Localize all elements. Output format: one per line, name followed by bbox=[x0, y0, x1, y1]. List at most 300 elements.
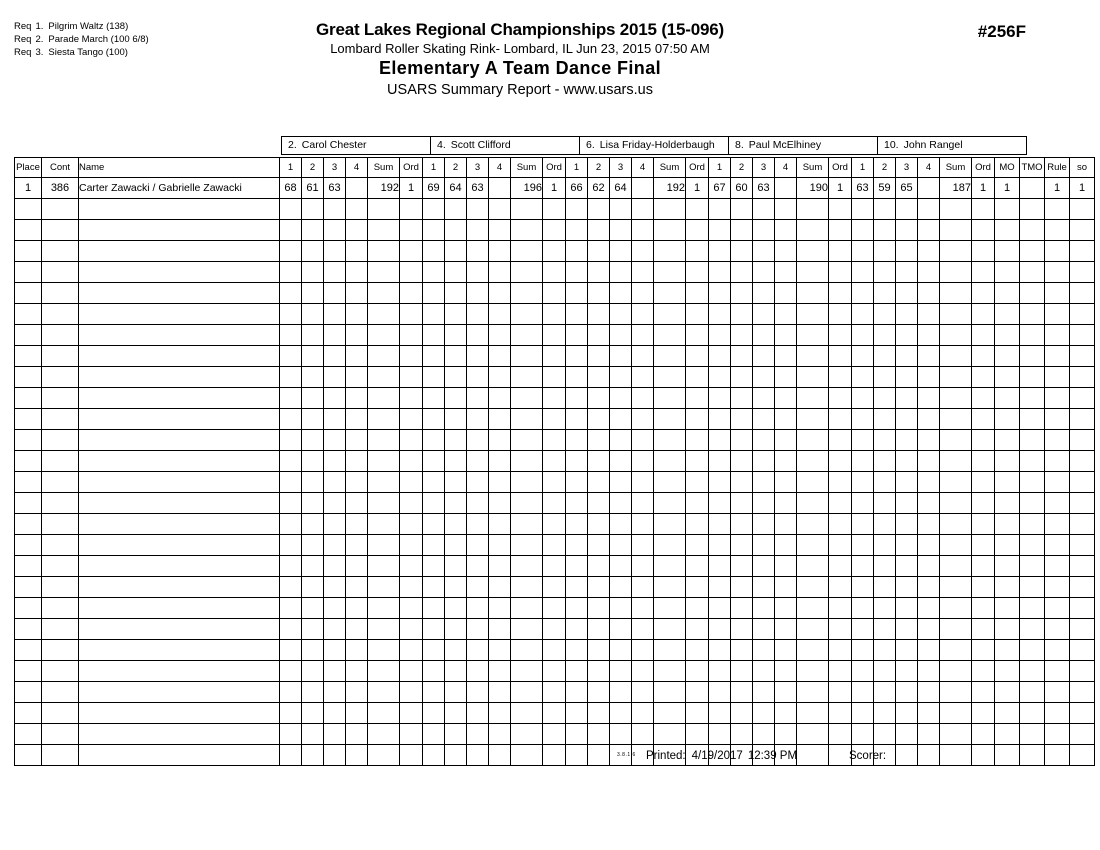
cell-judge-2-dance-1 bbox=[423, 619, 445, 640]
cell-judge-2-dance-1 bbox=[423, 367, 445, 388]
cell-judge-3-dance-1 bbox=[566, 640, 588, 661]
cell-judge-5-dance-4 bbox=[918, 220, 940, 241]
cell-majority-ordinal bbox=[995, 472, 1020, 493]
cell-judge-5-dance-3 bbox=[896, 598, 918, 619]
cell-judge-5-dance-2 bbox=[874, 472, 896, 493]
cell-judge-4-dance-4 bbox=[775, 199, 797, 220]
cell-judge-1-dance-1 bbox=[280, 262, 302, 283]
cell-judge-2-dance-4 bbox=[489, 472, 511, 493]
cell-majority-ordinal bbox=[995, 514, 1020, 535]
cell-judge-2-dance-2 bbox=[445, 598, 467, 619]
cell-total-majority-ordinal bbox=[1020, 304, 1045, 325]
cell-judge-4-dance-1 bbox=[709, 703, 731, 724]
table-row-empty bbox=[15, 619, 1095, 640]
cell-judge-2-ordinal bbox=[543, 724, 566, 745]
cell-judge-1-dance-4 bbox=[346, 199, 368, 220]
cell-judge-3-dance-1 bbox=[566, 661, 588, 682]
cell-judge-2-dance-2 bbox=[445, 703, 467, 724]
cell-place bbox=[15, 640, 42, 661]
cell-place bbox=[15, 241, 42, 262]
cell-judge-1-ordinal bbox=[400, 409, 423, 430]
cell-judge-5-dance-1 bbox=[852, 199, 874, 220]
cell-judge-4-dance-4 bbox=[775, 220, 797, 241]
cell-judge-4-dance-3 bbox=[753, 724, 775, 745]
cell-judge-4-sum bbox=[797, 367, 829, 388]
cell-judge-3-dance-4 bbox=[632, 367, 654, 388]
cell-judge-1-dance-3 bbox=[324, 493, 346, 514]
cell-place bbox=[15, 661, 42, 682]
cell-judge-5-dance-4 bbox=[918, 178, 940, 199]
cell-judge-4-dance-3 bbox=[753, 472, 775, 493]
cell-judge-2-dance-3 bbox=[467, 535, 489, 556]
cell-judge-5-sum bbox=[940, 556, 972, 577]
requirement-name: Siesta Tango (100) bbox=[48, 47, 128, 58]
cell-judge-2-dance-4 bbox=[489, 325, 511, 346]
cell-judge-4-sum bbox=[797, 598, 829, 619]
cell-judge-3-ordinal bbox=[686, 577, 709, 598]
cell-majority-ordinal bbox=[995, 220, 1020, 241]
judge-number: 10. bbox=[884, 139, 899, 151]
cell-judge-5-ordinal bbox=[972, 514, 995, 535]
cell-judge-3-dance-2 bbox=[588, 451, 610, 472]
cell-judge-2-sum bbox=[511, 451, 543, 472]
cell-contestant-number bbox=[42, 388, 79, 409]
cell-judge-3-dance-2 bbox=[588, 367, 610, 388]
cell-judge-3-dance-4 bbox=[632, 430, 654, 451]
cell-total-majority-ordinal bbox=[1020, 220, 1045, 241]
cell-judge-1-sum bbox=[368, 199, 400, 220]
cell-judge-4-dance-1 bbox=[709, 598, 731, 619]
cell-sum-ordinals bbox=[1070, 367, 1095, 388]
cell-judge-3-dance-4 bbox=[632, 304, 654, 325]
cell-judge-1-dance-2 bbox=[302, 451, 324, 472]
cell-judge-1-dance-4 bbox=[346, 304, 368, 325]
cell-judge-4-dance-2 bbox=[731, 430, 753, 451]
cell-judge-4-dance-4 bbox=[775, 682, 797, 703]
report-header bbox=[130, 20, 910, 100]
cell-judge-2-dance-3 bbox=[467, 619, 489, 640]
cell-judge-1-dance-3 bbox=[324, 451, 346, 472]
cell-majority-ordinal bbox=[995, 661, 1020, 682]
cell-judge-5-dance-2 bbox=[874, 682, 896, 703]
cell-judge-2-sum bbox=[511, 556, 543, 577]
cell-judge-4-ordinal bbox=[829, 262, 852, 283]
cell-judge-1-dance-1 bbox=[280, 724, 302, 745]
cell-judge-1-ordinal bbox=[400, 220, 423, 241]
cell-judge-5-dance-3 bbox=[896, 325, 918, 346]
cell-judge-5-ordinal bbox=[972, 493, 995, 514]
cell-judge-2-dance-4 bbox=[489, 619, 511, 640]
cell-total-majority-ordinal bbox=[1020, 346, 1045, 367]
cell-judge-3-dance-2 bbox=[588, 535, 610, 556]
cell-judge-5-dance-1 bbox=[852, 598, 874, 619]
cell-judge-5-dance-2 bbox=[874, 724, 896, 745]
column-header-judge-5-4: 4 bbox=[918, 158, 940, 178]
cell-sum-ordinals bbox=[1070, 325, 1095, 346]
cell-judge-3-ordinal bbox=[686, 535, 709, 556]
cell-judge-1-dance-3 bbox=[324, 598, 346, 619]
cell-total-majority-ordinal bbox=[1020, 535, 1045, 556]
cell-judge-1-sum bbox=[368, 703, 400, 724]
cell-place bbox=[15, 619, 42, 640]
cell-judge-4-sum bbox=[797, 514, 829, 535]
cell-judge-5-dance-1 bbox=[852, 346, 874, 367]
cell-judge-4-sum bbox=[797, 724, 829, 745]
cell-judge-1-dance-4 bbox=[346, 703, 368, 724]
cell-majority-ordinal bbox=[995, 577, 1020, 598]
table-row-empty bbox=[15, 346, 1095, 367]
cell-judge-4-dance-1 bbox=[709, 283, 731, 304]
cell-judge-1-dance-3 bbox=[324, 283, 346, 304]
cell-judge-4-dance-4 bbox=[775, 703, 797, 724]
cell-judge-5-ordinal bbox=[972, 472, 995, 493]
cell-judge-2-dance-3 bbox=[467, 304, 489, 325]
cell-judge-4-ordinal bbox=[829, 514, 852, 535]
cell-contestant-number bbox=[42, 598, 79, 619]
cell-judge-1-dance-2 bbox=[302, 430, 324, 451]
table-row-empty bbox=[15, 451, 1095, 472]
cell-judge-5-dance-3 bbox=[896, 577, 918, 598]
cell-judge-1-dance-1 bbox=[280, 220, 302, 241]
cell-judge-2-sum bbox=[511, 283, 543, 304]
cell-judge-3-ordinal bbox=[686, 304, 709, 325]
cell-judge-3-dance-3 bbox=[610, 241, 632, 262]
printed-timestamp bbox=[646, 750, 797, 762]
cell-judge-1-dance-3 bbox=[324, 304, 346, 325]
cell-judge-3-dance-1 bbox=[566, 241, 588, 262]
cell-judge-1-dance-3 bbox=[324, 682, 346, 703]
cell-judge-5-dance-3 bbox=[896, 409, 918, 430]
cell-judge-5-dance-2 bbox=[874, 325, 896, 346]
cell-judge-2-dance-2 bbox=[445, 388, 467, 409]
cell-judge-4-dance-1 bbox=[709, 682, 731, 703]
cell-judge-2-sum bbox=[511, 346, 543, 367]
cell-judge-3-dance-3 bbox=[610, 640, 632, 661]
cell-judge-1-dance-2 bbox=[302, 241, 324, 262]
cell-judge-5-dance-1 bbox=[852, 661, 874, 682]
cell-sum-ordinals bbox=[1070, 451, 1095, 472]
cell-judge-5-dance-3: 65 bbox=[896, 178, 918, 199]
cell-judge-2-dance-2 bbox=[445, 556, 467, 577]
cell-contestant-number bbox=[42, 199, 79, 220]
cell-skater-names bbox=[79, 199, 280, 220]
cell-judge-4-ordinal bbox=[829, 577, 852, 598]
cell-judge-2-dance-1 bbox=[423, 409, 445, 430]
cell-judge-5-dance-2 bbox=[874, 241, 896, 262]
cell-judge-4-dance-1 bbox=[709, 577, 731, 598]
cell-judge-2-dance-2: 64 bbox=[445, 178, 467, 199]
cell-judge-1-sum bbox=[368, 640, 400, 661]
cell-place bbox=[15, 598, 42, 619]
cell-skater-names bbox=[79, 514, 280, 535]
cell-judge-4-dance-1 bbox=[709, 304, 731, 325]
cell-judge-4-sum bbox=[797, 220, 829, 241]
cell-total-majority-ordinal bbox=[1020, 577, 1045, 598]
cell-judge-5-dance-4 bbox=[918, 514, 940, 535]
cell-judge-1-dance-1 bbox=[280, 199, 302, 220]
cell-judge-1-dance-4 bbox=[346, 493, 368, 514]
cell-judge-4-ordinal bbox=[829, 388, 852, 409]
cell-skater-names bbox=[79, 577, 280, 598]
cell-sum-ordinals bbox=[1070, 283, 1095, 304]
cell-judge-3-dance-1 bbox=[566, 283, 588, 304]
column-header-judge-1-2: 2 bbox=[302, 158, 324, 178]
requirements-list bbox=[14, 20, 149, 59]
cell-judge-1-dance-1 bbox=[280, 514, 302, 535]
cell-judge-1-dance-1 bbox=[280, 304, 302, 325]
cell-judge-1-dance-3 bbox=[324, 430, 346, 451]
cell-judge-5-dance-4 bbox=[918, 451, 940, 472]
cell-sum-ordinals bbox=[1070, 598, 1095, 619]
cell-judge-5-sum bbox=[940, 430, 972, 451]
cell-judge-5-dance-2 bbox=[874, 409, 896, 430]
cell-judge-5-sum bbox=[940, 199, 972, 220]
column-header-judge-4-sum: Sum bbox=[797, 158, 829, 178]
cell-judge-5-dance-1 bbox=[852, 703, 874, 724]
cell-judge-5-dance-4 bbox=[918, 430, 940, 451]
cell-total-majority-ordinal bbox=[1020, 472, 1045, 493]
cell-judge-2-dance-1 bbox=[423, 703, 445, 724]
cell-judge-2-dance-4 bbox=[489, 451, 511, 472]
cell-judge-2-dance-1 bbox=[423, 199, 445, 220]
cell-judge-5-dance-3 bbox=[896, 367, 918, 388]
cell-judge-3-dance-3 bbox=[610, 346, 632, 367]
cell-place bbox=[15, 556, 42, 577]
cell-judge-4-sum bbox=[797, 577, 829, 598]
cell-judge-4-dance-4 bbox=[775, 514, 797, 535]
cell-sum-ordinals bbox=[1070, 577, 1095, 598]
cell-judge-5-sum bbox=[940, 703, 972, 724]
cell-judge-5-dance-4 bbox=[918, 535, 940, 556]
cell-judge-3-sum bbox=[654, 430, 686, 451]
cell-majority-ordinal bbox=[995, 703, 1020, 724]
cell-judge-3-dance-2 bbox=[588, 598, 610, 619]
cell-judge-1-dance-2 bbox=[302, 535, 324, 556]
cell-judge-4-dance-4 bbox=[775, 304, 797, 325]
column-header-judge-4-1: 1 bbox=[709, 158, 731, 178]
cell-judge-4-dance-2 bbox=[731, 514, 753, 535]
cell-total-majority-ordinal bbox=[1020, 325, 1045, 346]
cell-rule bbox=[1045, 388, 1070, 409]
cell-rule bbox=[1045, 556, 1070, 577]
cell-rule bbox=[1045, 199, 1070, 220]
cell-judge-5-dance-4 bbox=[918, 367, 940, 388]
cell-judge-2-ordinal bbox=[543, 409, 566, 430]
cell-judge-4-dance-3 bbox=[753, 640, 775, 661]
cell-judge-2-dance-1 bbox=[423, 220, 445, 241]
requirement-tag: Req bbox=[14, 34, 32, 45]
cell-judge-4-dance-3 bbox=[753, 304, 775, 325]
cell-judge-3-ordinal bbox=[686, 493, 709, 514]
cell-judge-4-sum bbox=[797, 619, 829, 640]
cell-judge-2-dance-4 bbox=[489, 535, 511, 556]
cell-judge-2-sum bbox=[511, 199, 543, 220]
cell-majority-ordinal bbox=[995, 493, 1020, 514]
cell-judge-3-ordinal bbox=[686, 556, 709, 577]
cell-judge-4-dance-4 bbox=[775, 388, 797, 409]
cell-judge-4-sum bbox=[797, 199, 829, 220]
cell-contestant-number bbox=[42, 703, 79, 724]
cell-judge-4-dance-1 bbox=[709, 346, 731, 367]
cell-judge-4-dance-1 bbox=[709, 640, 731, 661]
cell-judge-2-dance-1 bbox=[423, 640, 445, 661]
cell-judge-5-dance-2 bbox=[874, 199, 896, 220]
cell-judge-3-sum bbox=[654, 451, 686, 472]
cell-judge-5-sum bbox=[940, 451, 972, 472]
table-row-empty bbox=[15, 640, 1095, 661]
cell-judge-1-ordinal bbox=[400, 262, 423, 283]
cell-rule bbox=[1045, 724, 1070, 745]
cell-judge-5-dance-3 bbox=[896, 703, 918, 724]
cell-judge-2-dance-3 bbox=[467, 514, 489, 535]
cell-judge-5-dance-1 bbox=[852, 304, 874, 325]
cell-judge-5-dance-2 bbox=[874, 703, 896, 724]
cell-judge-4-dance-3 bbox=[753, 325, 775, 346]
cell-majority-ordinal bbox=[995, 325, 1020, 346]
column-header-judge-3-3: 3 bbox=[610, 158, 632, 178]
cell-judge-4-dance-3 bbox=[753, 199, 775, 220]
cell-judge-5-dance-1 bbox=[852, 640, 874, 661]
column-header-judge-3-ord: Ord bbox=[686, 158, 709, 178]
cell-judge-4-ordinal bbox=[829, 430, 852, 451]
cell-judge-5-sum bbox=[940, 472, 972, 493]
cell-judge-3-dance-4 bbox=[632, 241, 654, 262]
cell-rule bbox=[1045, 367, 1070, 388]
cell-judge-2-dance-3 bbox=[467, 325, 489, 346]
cell-judge-3-dance-4 bbox=[632, 661, 654, 682]
cell-rule bbox=[1045, 640, 1070, 661]
cell-judge-4-dance-3 bbox=[753, 556, 775, 577]
cell-judge-2-dance-4 bbox=[489, 724, 511, 745]
cell-judge-5-dance-3 bbox=[896, 304, 918, 325]
cell-judge-3-ordinal bbox=[686, 514, 709, 535]
cell-judge-2-dance-3 bbox=[467, 451, 489, 472]
cell-judge-1-sum bbox=[368, 409, 400, 430]
cell-total-majority-ordinal bbox=[1020, 598, 1045, 619]
cell-judge-1-dance-3 bbox=[324, 262, 346, 283]
cell-judge-4-dance-1 bbox=[709, 493, 731, 514]
cell-judge-5-dance-2: 59 bbox=[874, 178, 896, 199]
cell-judge-3-sum bbox=[654, 346, 686, 367]
cell-judge-4-sum bbox=[797, 535, 829, 556]
cell-judge-4-dance-4 bbox=[775, 577, 797, 598]
cell-judge-1-ordinal bbox=[400, 451, 423, 472]
cell-judge-3-dance-3 bbox=[610, 493, 632, 514]
cell-judge-1-sum bbox=[368, 577, 400, 598]
cell-skater-names bbox=[79, 598, 280, 619]
cell-judge-1-sum bbox=[368, 262, 400, 283]
cell-judge-2-sum bbox=[511, 388, 543, 409]
cell-judge-2-ordinal bbox=[543, 661, 566, 682]
cell-place bbox=[15, 514, 42, 535]
cell-judge-2-dance-4 bbox=[489, 430, 511, 451]
cell-place bbox=[15, 409, 42, 430]
cell-judge-3-dance-1 bbox=[566, 682, 588, 703]
cell-judge-1-dance-4 bbox=[346, 556, 368, 577]
cell-judge-3-dance-4 bbox=[632, 199, 654, 220]
cell-judge-5-dance-3 bbox=[896, 262, 918, 283]
table-row-empty bbox=[15, 493, 1095, 514]
cell-judge-3-dance-2 bbox=[588, 346, 610, 367]
cell-judge-2-dance-2 bbox=[445, 451, 467, 472]
cell-judge-2-ordinal bbox=[543, 304, 566, 325]
cell-judge-1-dance-2 bbox=[302, 640, 324, 661]
cell-judge-3-dance-1 bbox=[566, 325, 588, 346]
cell-judge-4-dance-4 bbox=[775, 724, 797, 745]
cell-skater-names bbox=[79, 409, 280, 430]
requirement-item bbox=[14, 46, 149, 59]
cell-judge-3-sum bbox=[654, 283, 686, 304]
table-row-empty bbox=[15, 682, 1095, 703]
build-version: 3.8.1.6 bbox=[617, 752, 636, 758]
cell-judge-2-dance-3 bbox=[467, 367, 489, 388]
cell-contestant-number: 386 bbox=[42, 178, 79, 199]
cell-judge-3-dance-2 bbox=[588, 325, 610, 346]
cell-judge-4-dance-3 bbox=[753, 451, 775, 472]
cell-majority-ordinal bbox=[995, 409, 1020, 430]
cell-sum-ordinals bbox=[1070, 493, 1095, 514]
cell-skater-names bbox=[79, 325, 280, 346]
cell-judge-4-dance-2 bbox=[731, 367, 753, 388]
cell-judge-4-dance-1 bbox=[709, 472, 731, 493]
cell-skater-names bbox=[79, 262, 280, 283]
cell-judge-1-dance-2 bbox=[302, 220, 324, 241]
cell-judge-3-ordinal bbox=[686, 703, 709, 724]
requirement-item bbox=[14, 33, 149, 46]
cell-judge-1-dance-3 bbox=[324, 661, 346, 682]
cell-judge-3-dance-3 bbox=[610, 325, 632, 346]
cell-judge-1-sum bbox=[368, 598, 400, 619]
cell-judge-1-dance-2 bbox=[302, 724, 324, 745]
cell-judge-1-dance-4 bbox=[346, 409, 368, 430]
cell-judge-3-dance-1 bbox=[566, 346, 588, 367]
cell-judge-5-dance-3 bbox=[896, 472, 918, 493]
cell-judge-1-ordinal bbox=[400, 577, 423, 598]
cell-skater-names bbox=[79, 619, 280, 640]
cell-judge-1-dance-4 bbox=[346, 619, 368, 640]
cell-judge-1-dance-1 bbox=[280, 388, 302, 409]
cell-judge-4-dance-4 bbox=[775, 430, 797, 451]
cell-contestant-number bbox=[42, 346, 79, 367]
cell-judge-2-ordinal bbox=[543, 703, 566, 724]
cell-majority-ordinal bbox=[995, 682, 1020, 703]
cell-judge-1-dance-4 bbox=[346, 682, 368, 703]
cell-judge-1-dance-3 bbox=[324, 619, 346, 640]
cell-judge-5-dance-3 bbox=[896, 556, 918, 577]
judge-name: John Rangel bbox=[903, 139, 963, 151]
cell-judge-1-sum bbox=[368, 682, 400, 703]
cell-judge-5-dance-1 bbox=[852, 577, 874, 598]
cell-judge-2-dance-2 bbox=[445, 514, 467, 535]
cell-judge-5-sum bbox=[940, 598, 972, 619]
cell-majority-ordinal bbox=[995, 346, 1020, 367]
cell-judge-4-dance-1 bbox=[709, 619, 731, 640]
cell-judge-5-sum bbox=[940, 388, 972, 409]
column-header-judge-2-2: 2 bbox=[445, 158, 467, 178]
cell-judge-4-dance-1 bbox=[709, 241, 731, 262]
cell-judge-4-ordinal bbox=[829, 472, 852, 493]
cell-judge-2-dance-3 bbox=[467, 388, 489, 409]
cell-judge-1-dance-1 bbox=[280, 640, 302, 661]
cell-judge-2-dance-4 bbox=[489, 178, 511, 199]
cell-judge-2-sum bbox=[511, 241, 543, 262]
column-header-judge-2-1: 1 bbox=[423, 158, 445, 178]
cell-judge-1-sum bbox=[368, 556, 400, 577]
cell-majority-ordinal bbox=[995, 430, 1020, 451]
cell-judge-5-dance-4 bbox=[918, 724, 940, 745]
cell-judge-2-dance-3 bbox=[467, 703, 489, 724]
cell-judge-3-dance-3 bbox=[610, 682, 632, 703]
